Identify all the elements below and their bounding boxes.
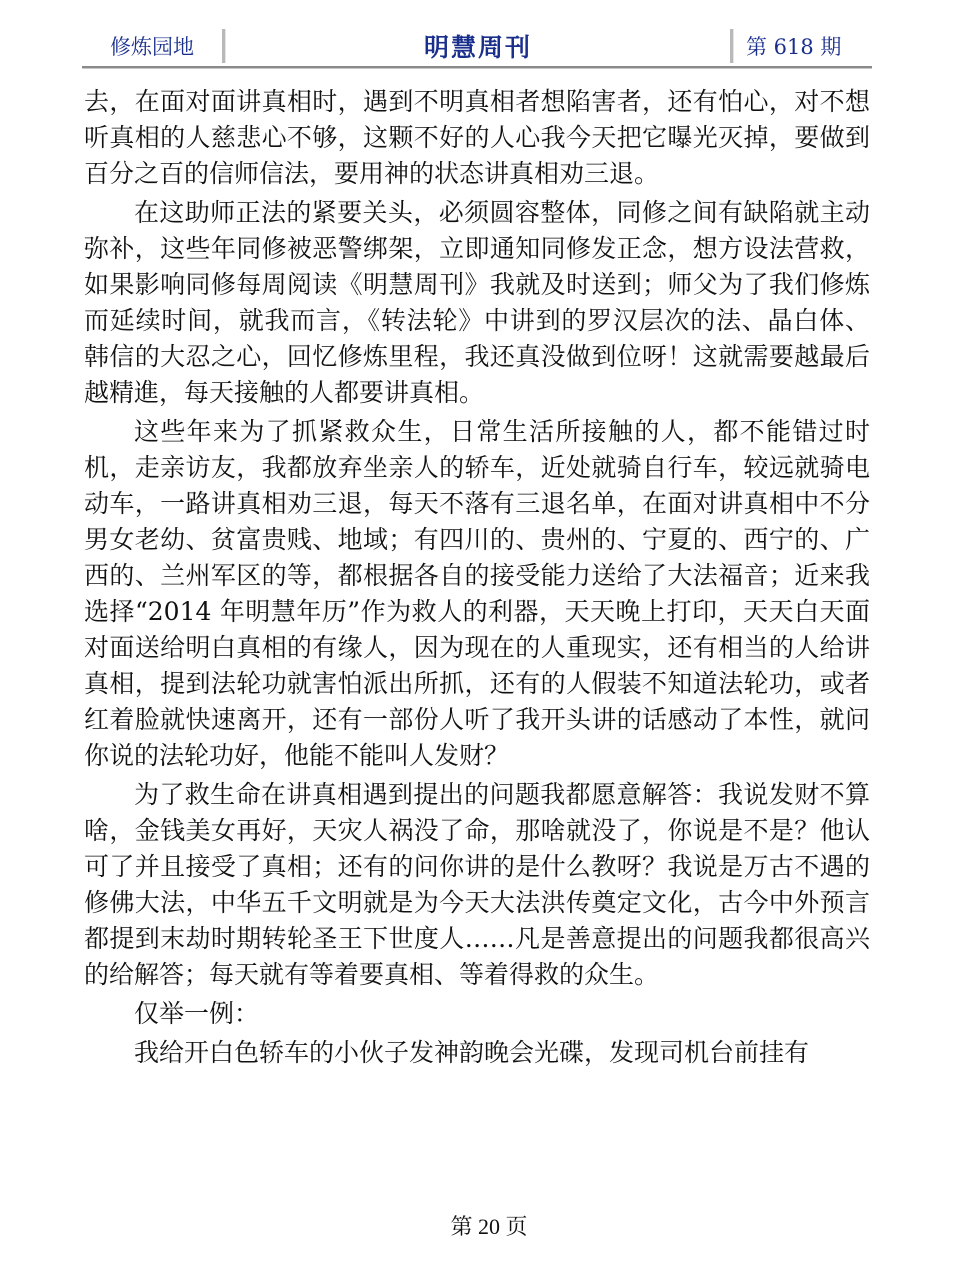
article-body <box>84 84 870 1071</box>
page-number: 第 20 页 <box>450 1214 528 1239</box>
paragraph: 仅举一例： <box>134 999 260 1028</box>
page-header <box>82 26 872 68</box>
paragraph: 去，在面对面讲真相时，遇到不明真相者想陷害者，还有怕心，对不想听真相的人慈悲心不够，这颗不好的人心我今天把它曝光灭掉，要做到百分之百的信师信法，要用神的状态讲真相劝三退。 <box>84 87 870 188</box>
paragraph: 在这助师正法的紧要关头，必须圆容整体，同修之间有缺陷就主动弥补，这些年同修被恶警绑架，立即通知同修发正念，想方设法营救，如果影响同修每周阅读《明慧周刊》我就及时送到；师父为了我们修炼而延续时间，就我而言，《转法轮》中讲到的罗汉层次的法、晶白体、韩信的大忍之心，回忆修炼里程，我还真没做到位呀！这就需要越最后越精進，每天接触的人都要讲真相。 <box>84 198 870 407</box>
header-rule <box>82 68 872 69</box>
paragraph: 这些年来为了抓紧救众生，日常生活所接触的人，都不能错过时机，走亲访友，我都放弃坐亲人的轿车，近处就骑自行车，较远就骑电动车，一路讲真相劝三退，每天不落有三退名单，在面对讲真相中不分男女老幼、贫富贵贱、地域；有四川的、贵州的、宁夏的、西宁的、广西的、兰州军区的等，都根据各自的接受能力送给了大法福音；近来我选择“2014 年明慧年历”作为救人的利器，天天晚上打印，天天白天面对面送给明白真相的有缘人，因为现在的人重现实，还有相当的人给讲真相，提到法轮功就害怕派出所抓，还有的人假装不知道法轮功，或者红着脸就快速离开，还有一部份人听了我开头讲的话感动了本性，就问你说的法轮功好，他能不能叫人发财？ <box>84 417 870 770</box>
header-section-label: 修炼园地 <box>110 35 194 59</box>
publication-title: 明慧周刊 <box>423 33 532 62</box>
paragraph: 为了救生命在讲真相遇到提出的问题我都愿意解答：我说发财不算啥，金钱美女再好，天灾人祸没了命，那啥就没了，你说是不是？他认可了并且接受了真相；还有的问你讲的是什么教呀？我说是万古不遇的修佛大法，中华五千文明就是为今天大法洪传奠定文化，古今中外预言都提到末劫时期转轮圣王下世度人……凡是善意提出的问题我都很高兴的给解答；每天就有等着要真相、等着得救的众生。 <box>84 780 870 989</box>
issue-number: 第 618 期 <box>746 35 842 59</box>
paragraph: 我给开白色轿车的小伙子发神韵晚会光碟，发现司机台前挂有 <box>134 1038 810 1067</box>
